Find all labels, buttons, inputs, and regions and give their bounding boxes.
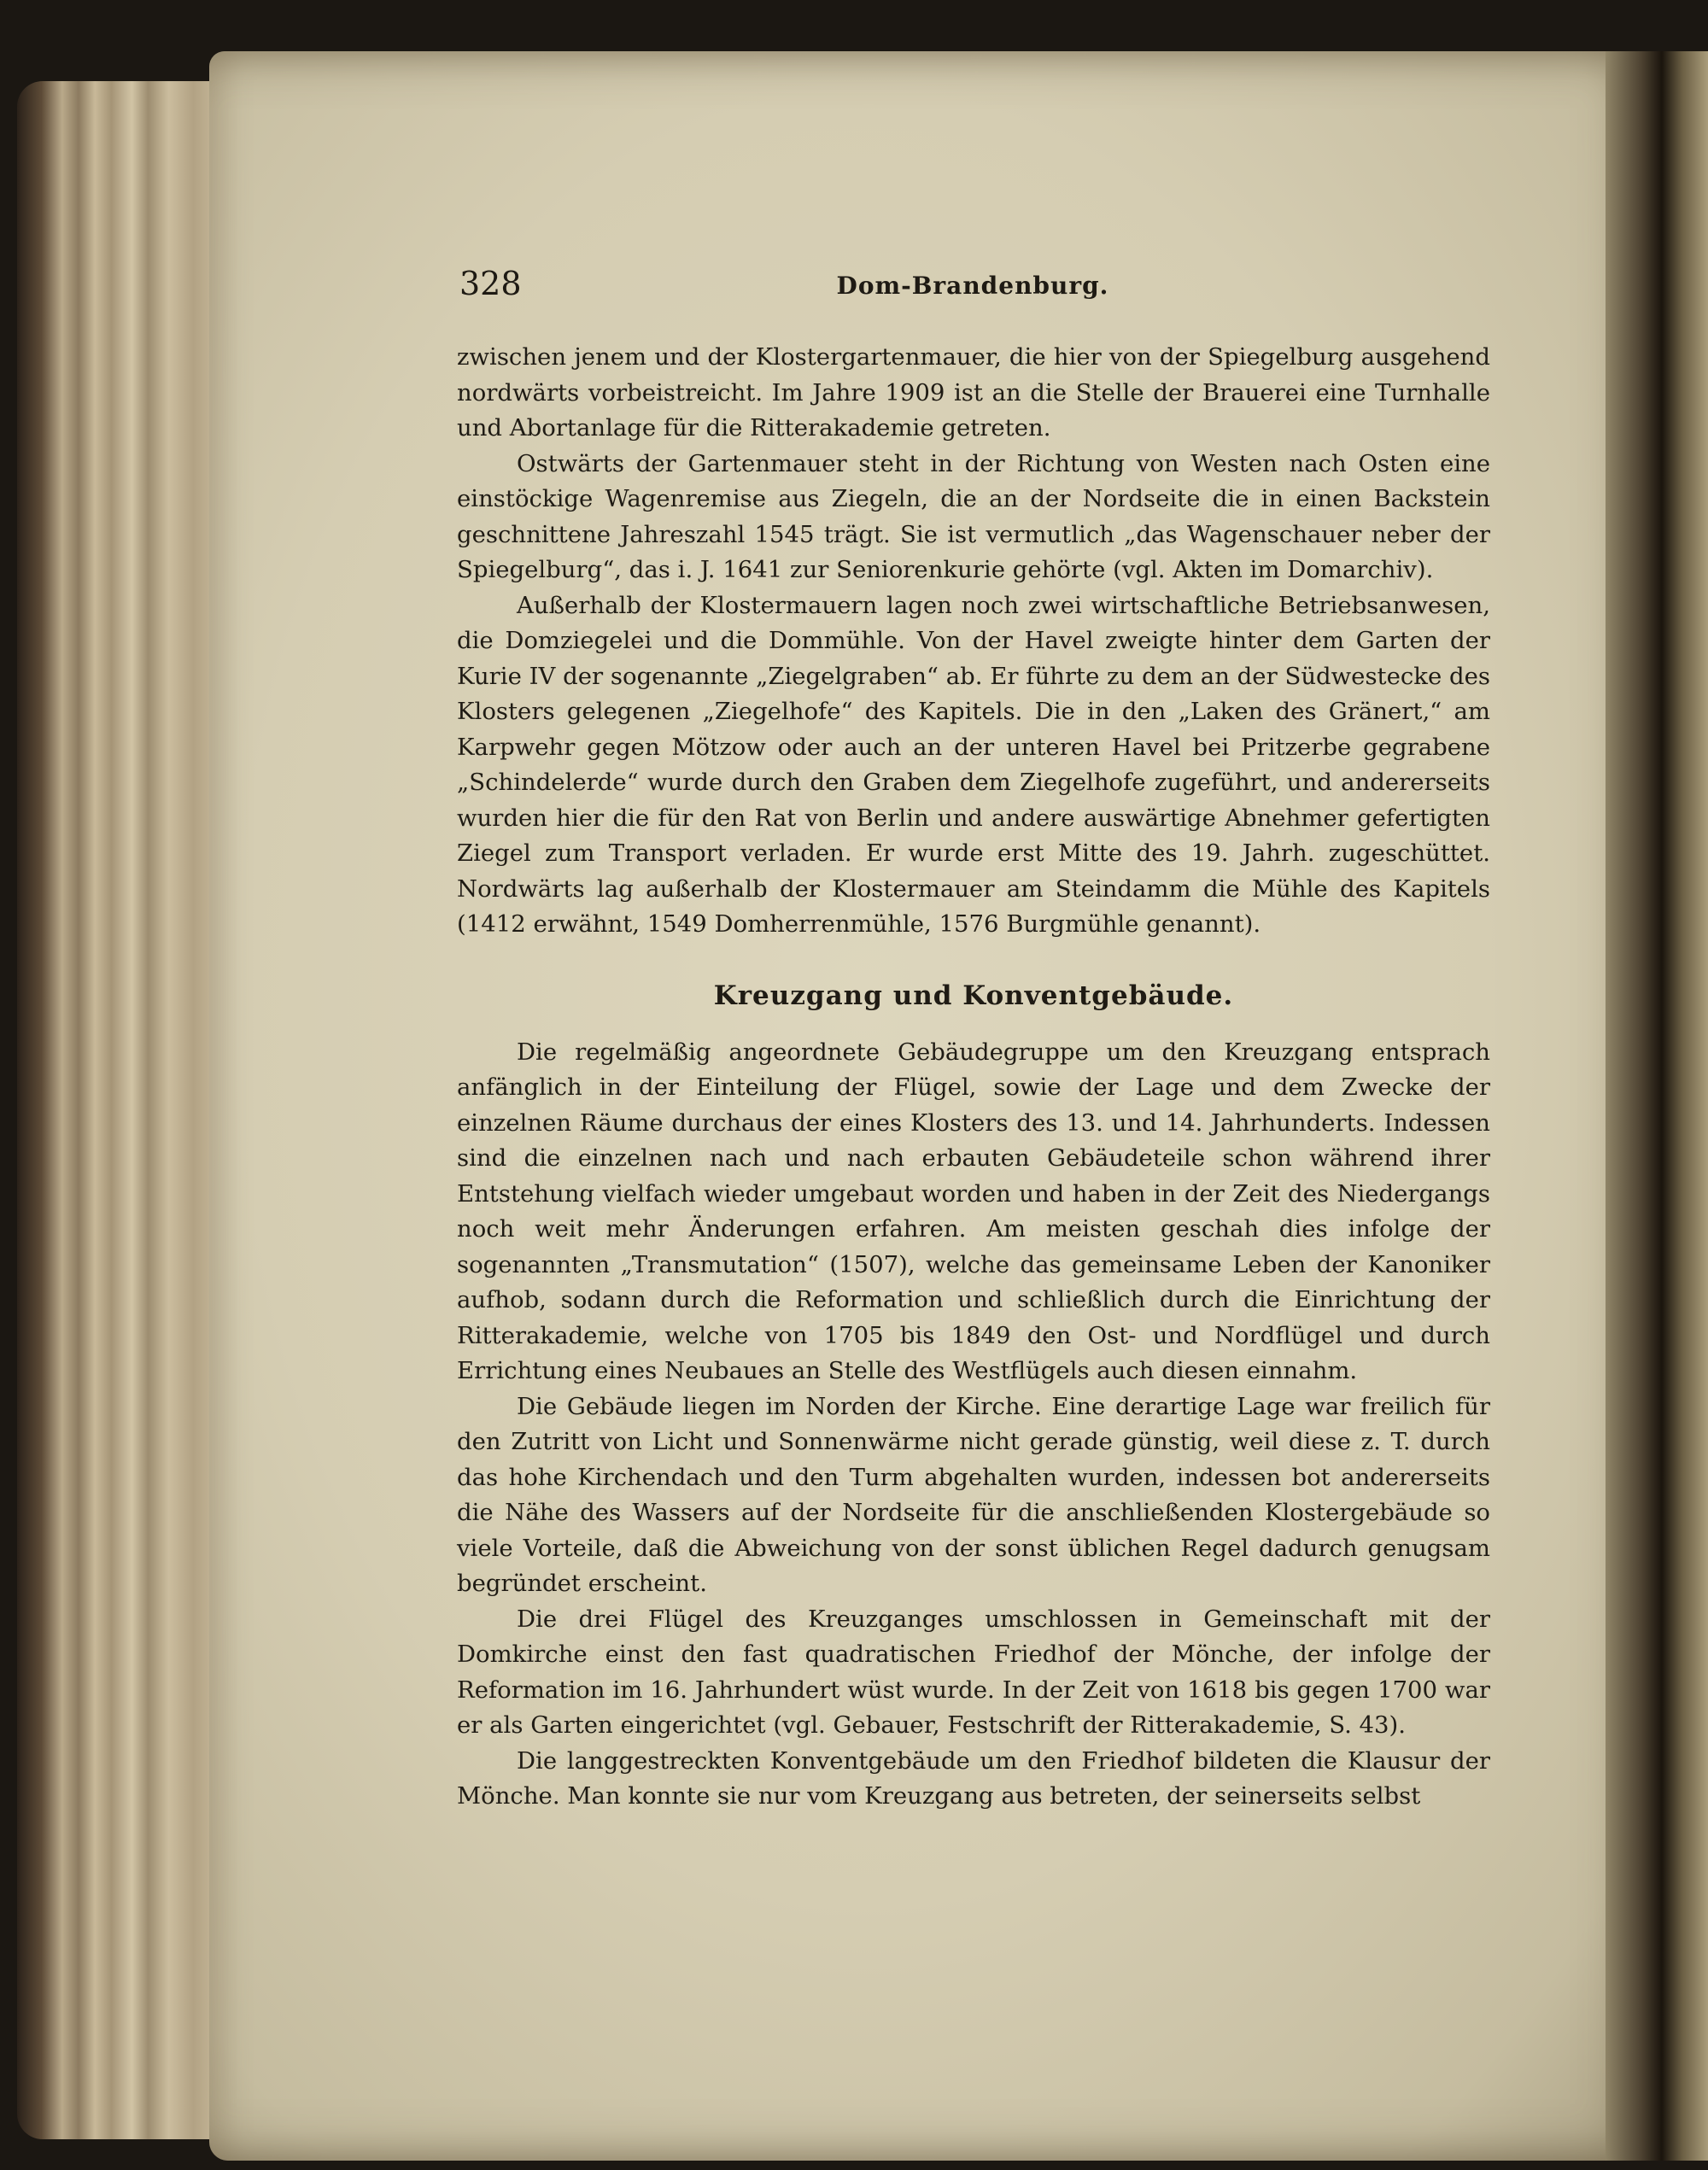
section-heading: Kreuzgang und Konventgebäude.	[713, 980, 1234, 1011]
book-gutter	[1606, 51, 1708, 2161]
paragraph-4: Die regelmäßig angeordnete Gebäudegruppe um den Kreuzgang entsprach anfänglich in der Einteilung der Flügel, sowie der Lage und dem Zwecke der einzelnen Räume durchaus der eines Klosters des 13. und 14. Jahrhunderts. Indessen sind die einzelnen nach und nach erbauten Gebäudeteile schon während ihrer Entstehung vielfach wieder umgebaut worden und haben in der Zeit des Niedergangs noch weit mehr Änderungen erfahren. Am meisten geschah dies infolge der sogenannten „Transmutation“ (1507), welche das gemeinsame Leben der Kanoniker aufhob, sodann durch die Reformation und schließlich durch die Einrichtung der Ritterakademie, welche von 1705 bis 1849 den Ost- und Nordflügel und durch Errichtung eines Neubaues an Stelle des Westflügels auch diesen einnahm.	[457, 1038, 1490, 1384]
page-number: 328	[459, 265, 522, 302]
paragraph-2: Ostwärts der Gartenmauer steht in der Richtung von Westen nach Osten eine einstöckige Wagenremise aus Ziegeln, die an der Nordseite die in einen Backstein geschnittene Jahreszahl 1545 trägt. Sie ist vermutlich „das Wagenschauer neber der Spiegelburg“, das i. J. 1641 zur Seniorenkurie gehörte (vgl. Akten im Domarchiv).	[457, 449, 1490, 583]
text-block	[457, 340, 1490, 1815]
running-title: Dom-Brandenburg.	[836, 272, 1109, 300]
paragraph-3: Außerhalb der Klostermauern lagen noch zwei wirtschaftliche Betriebsanwesen, die Domziegelei und die Dommühle. Von der Havel zweigte hinter dem Garten der Kurie IV der sogenannte „Ziegelgraben“ ab. Er führte zu dem an der Südwestecke des Klosters gelegenen „Ziegelhofe“ des Kapitels. Die in den „Laken des Gränert,“ am Karpwehr gegen Mötzow oder auch an der unteren Havel bei Pritzerbe gegrabene „Schindelerde“ wurde durch den Graben dem Ziegelhofe zugeführt, und andererseits wurden hier die für den Rat von Berlin und andere auswärtige Abnehmer gefertigten Ziegel zum Transport verladen. Er wurde erst Mitte des 19. Jahrh. zugeschüttet. Nordwärts lag außerhalb der Klostermauer am Steindamm die Mühle des Kapitels (1412 erwähnt, 1549 Domherrenmühle, 1576 Burgmühle genannt).	[457, 591, 1490, 938]
paragraph-7: Die langgestreckten Konventgebäude um den Friedhof bildeten die Klausur der Mönche. Man konnte sie nur vom Kreuzgang aus betreten, der seinerseits selbst	[457, 1746, 1490, 1810]
paragraph-6: Die drei Flügel des Kreuzganges umschlossen in Gemeinschaft mit der Domkirche einst den fast quadratischen Friedhof der Mönche, der infolge der Reformation im 16. Jahrhundert wüst wurde. In der Zeit von 1618 bis gegen 1700 war er als Garten eingerichtet (vgl. Gebauer, Festschrift der Ritterakademie, S. 43).	[457, 1605, 1490, 1739]
paragraph-1: zwischen jenem und der Klostergartenmauer, die hier von der Spiegelburg ausgehend nordwärts vorbeistreicht. Im Jahre 1909 ist an die Stelle der Brauerei eine Turnhalle und Abortanlage für die Ritterakademie getreten.	[457, 343, 1490, 442]
paragraph-5: Die Gebäude liegen im Norden der Kirche. Eine derartige Lage war freilich für den Zutritt von Licht und Sonnenwärme nicht gerade günstig, weil diese z. T. durch das hohe Kirchendach und den Turm abgehalten wurden, indessen bot andererseits die Nähe des Wassers auf der Nordseite für die anschließenden Klostergebäude so viele Vorteile, daß die Abweichung von der sonst üblichen Regel dadurch genugsam begründet erscheint.	[457, 1392, 1490, 1597]
running-head	[459, 265, 1486, 316]
book-page-edges	[17, 81, 222, 2139]
